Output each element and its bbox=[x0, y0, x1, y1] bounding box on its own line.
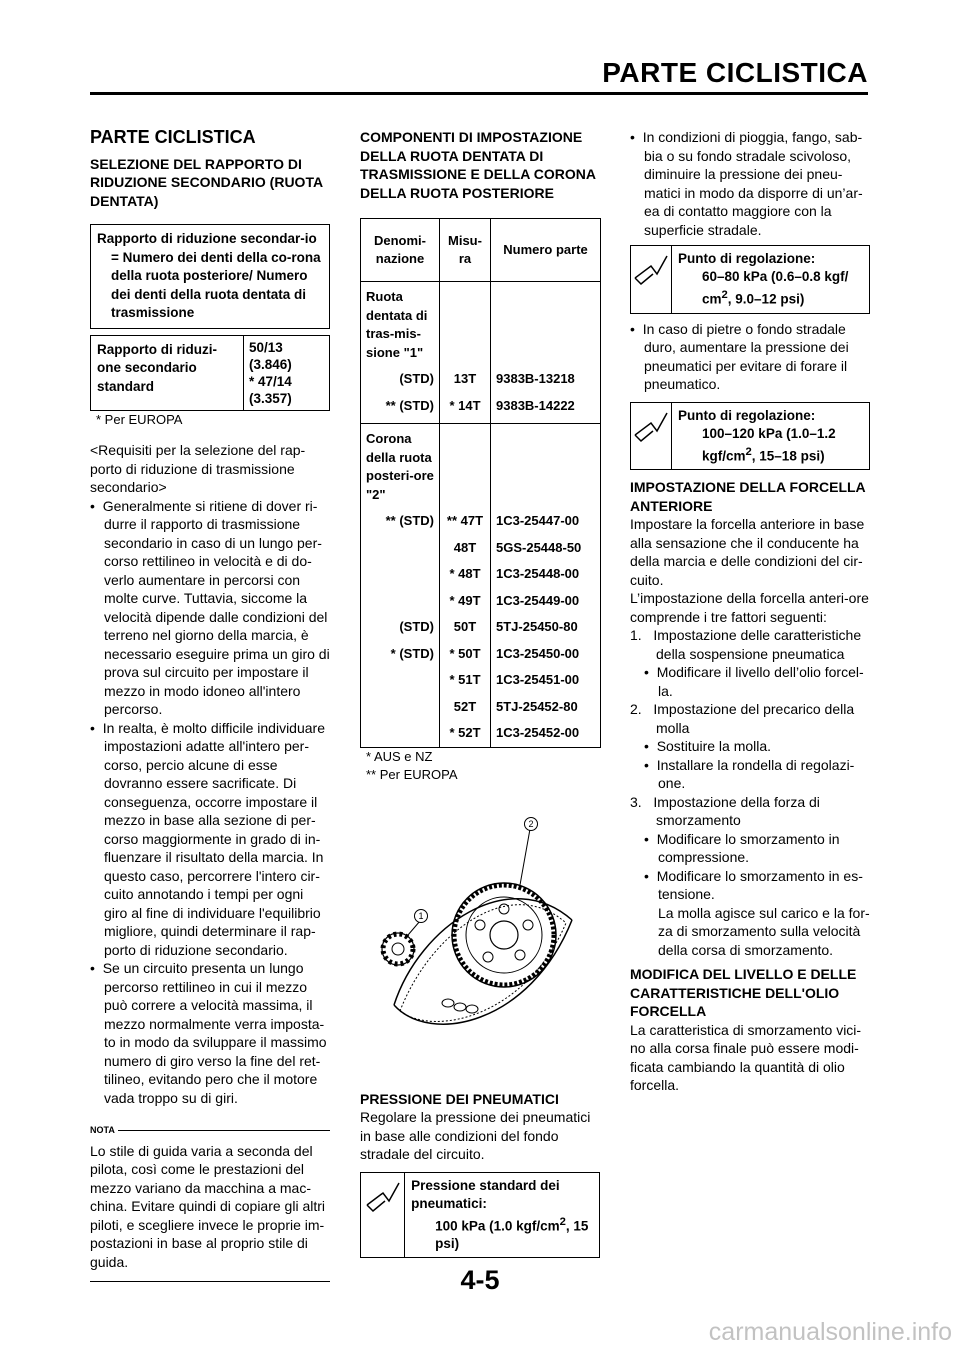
table-row: * 51T 1C3-25451-00 bbox=[361, 667, 601, 694]
adjustment-spec-box-wet bbox=[630, 245, 870, 314]
tire-pressure-spec: Pressione standard dei pneumatici: 100 kPa (1.0 kgf/$cm^2$, 15 psi) bbox=[411, 1177, 589, 1251]
list-item: • Se un circuito presenta un lungo percorso rettilineo in cui il mezzo può correre a velocità massima, il mezzo normalmente verra imposta-to in modo da sviluppare il massimo numero di giro verso la fine del ret-tilineo, evitando pero che il motore vada troppo su di giri. bbox=[90, 960, 327, 1106]
table-header: Misu-ra bbox=[440, 219, 491, 282]
tire-pressure-spec-box bbox=[360, 1172, 600, 1259]
sprocket-chain-drawing bbox=[360, 785, 600, 1090]
adjustment-spec-box-hard bbox=[630, 402, 870, 471]
bullet-icon: • bbox=[644, 664, 649, 680]
numbered-item: 2. Impostazione del precarico della molla bbox=[630, 701, 855, 736]
standard-ratio-box bbox=[90, 335, 330, 411]
section-title: PARTE CICLISTICA bbox=[90, 127, 256, 147]
numbered-item: 1. Impostazione delle caratteristiche della sospensione pneumatica bbox=[630, 627, 862, 662]
bullet-icon: • bbox=[630, 129, 635, 145]
page-number: 4-5 bbox=[460, 1265, 500, 1295]
standard-ratio-label: Rapporto di riduzi-one secondario standard bbox=[91, 336, 244, 410]
table-note: * AUS e NZ bbox=[366, 748, 433, 764]
sub-list-item: • Installare la rondella di regolazi-one. bbox=[644, 756, 855, 791]
fork-paragraph: L’impostazione della forcella anteri-ore comprende i tre fattori seguenti: bbox=[630, 590, 869, 625]
sub-list-item: • Modificare lo smorzamento in es-tensione. bbox=[644, 867, 863, 902]
numbered-item: 3. Impostazione della forza di smorzamento bbox=[630, 793, 820, 828]
bullet-icon: • bbox=[90, 497, 95, 514]
subhead-tire-pressure: PRESSIONE DEI PNEUMATICI bbox=[360, 1090, 559, 1107]
table-notes bbox=[360, 748, 600, 785]
bullet-icon: • bbox=[644, 830, 649, 847]
footnote: * Per EUROPA bbox=[96, 411, 183, 427]
list-item: • In caso di pietre o fondo stradale duro, aumentare la pressione dei pneumatici per evitare di forare il pneumatico. bbox=[630, 320, 849, 392]
list-item: • In condizioni di pioggia, fango, sab-bia o su fondo stradale scivoloso, diminuire la pressione dei pneu-matici in modo da disporre di un’ar-ea di contatto maggiore con la superficie stradale. bbox=[630, 129, 863, 238]
table-row: * 49T 1C3-25449-00 bbox=[361, 588, 601, 615]
subhead-reduction-ratio: SELEZIONE DEL RAPPORTO DI RIDUZIONE SECONDARIO (RUOTA DENTATA) bbox=[90, 155, 323, 209]
table-row: (STD) 13T 9383B-13218 bbox=[361, 366, 601, 393]
wrench-icon bbox=[631, 246, 672, 313]
list-item: • Generalmente si ritiene di dover ri-durre il rapporto di trasmissione secondario in caso di un lungo per-corso rettilineo in velocità e di do-verlo aumentare in percorsi con molte curve. Tuttavia, siccome la velocità dipende dalle condizioni del terreno nel giorno della marcia, è necessario eseguire prima un giro di prova sul circuito per impostare il mezzo in modo idoneo all'intero percorso. bbox=[90, 497, 330, 717]
header-rule bbox=[90, 92, 868, 95]
standard-ratio-value: * 47/14 bbox=[249, 373, 292, 389]
table-row: * 48T 1C3-25448-00 bbox=[361, 561, 601, 588]
requirements-heading: <Requisiti per la selezione del rap-porto di riduzione di trasmissione secondario> bbox=[90, 442, 306, 495]
adjustment-spec-wet: Punto di regolazione: 60–80 kPa (0.6–0.8 kgf/ $cm^2$, 9.0–12 psi) bbox=[678, 251, 849, 307]
sub-list-item: • Modificare il livello dell’olio forcel-la. bbox=[644, 664, 864, 699]
note-label: NOTA bbox=[90, 1121, 330, 1140]
table-row: (STD) 50T 5TJ-25450-80 bbox=[361, 614, 601, 641]
table-header: Numero parte bbox=[491, 219, 601, 282]
fork-oil-text: La caratteristica di smorzamento vici-no alla corsa finale può essere modi-ficata cambiando la quantità di olio forcella. bbox=[630, 1021, 862, 1093]
sprocket-chain-illustration bbox=[360, 785, 600, 1090]
table-row: * (STD) * 50T 1C3-25450-00 bbox=[361, 641, 601, 668]
tire-pressure-text: Regolare la pressione dei pneumatici in base alle condizioni del fondo stradale del circuito. bbox=[360, 1109, 591, 1162]
list-item: • In realta, è molto difficile individuare impostazioni adatte all'intero per-corso, percio alcune di esse dovranno essere sacrificate. Di conseguenza, occorre impostare il mezzo in base alla sezione di per-corso maggiormente in grado di in-fluenzare il risultato della marcia. In questo caso, percorrere l'intero cir-cuito annotando i tempi per ogni giro al fine di individuare l'equilibrio migliore, quindi determinare il rap-porto di riduzione secondario. bbox=[90, 719, 325, 958]
subhead-fork-oil: MODIFICA DEL LIVELLO E DELLE CARATTERISTICHE DELL'OLIO FORCELLA bbox=[630, 966, 857, 1019]
standard-ratio-value: (3.846) bbox=[249, 356, 292, 372]
column-right bbox=[630, 128, 870, 1095]
table-row: 52T 5TJ-25452-80 bbox=[361, 694, 601, 721]
wrench-icon bbox=[631, 403, 672, 470]
wrench-icon bbox=[361, 1173, 405, 1258]
bullet-icon: • bbox=[644, 867, 649, 884]
callout-2: 2 bbox=[524, 817, 538, 831]
bullet-icon: • bbox=[644, 756, 649, 773]
formula-text: Rapporto di riduzione secondar-io = Numero dei denti della co-rona della ruota posteriore/ Numero dei denti della ruota dentata di trasmissione bbox=[97, 231, 321, 320]
subhead-sprocket-components: COMPONENTI DI IMPOSTAZIONE DELLA RUOTA DENTATA DI TRASMISSIONE E DELLA CORONA DELLA RUOTA POSTERIORE bbox=[360, 129, 596, 201]
group-name-rear-sprocket: Corona della ruota posteri-ore "2" bbox=[361, 424, 440, 509]
front-sprocket-icon bbox=[382, 933, 414, 965]
formula-box bbox=[90, 224, 330, 329]
table-row: * 52T 1C3-25452-00 bbox=[361, 720, 601, 747]
fork-paragraph: Impostare la forcella anteriore in base alla sensazione che il conducente ha della marcia e delle condizioni del cir-cuito. bbox=[630, 516, 865, 588]
watermark: carmanualsonline.info bbox=[708, 1318, 952, 1346]
bullet-icon: • bbox=[644, 738, 649, 754]
bullet-icon: • bbox=[630, 320, 635, 337]
standard-ratio-value: 50/13 bbox=[249, 339, 283, 355]
sub-list-item: • Modificare lo smorzamento in compressione. bbox=[644, 830, 840, 865]
note-text: Lo stile di guida varia a seconda del pilota, così come le prestazioni del mezzo variano da macchina a mac-china. Evitare quindi di copiare gli altri piloti, e scegliere invece le proprie im-postazioni in base al proprio stile di guida. bbox=[90, 1142, 326, 1270]
page-header-title: PARTE CICLISTICA bbox=[602, 57, 868, 88]
sprocket-parts-table bbox=[360, 218, 601, 748]
standard-ratio-value: (3.357) bbox=[249, 390, 292, 406]
rear-sprocket-icon bbox=[452, 883, 556, 987]
list-tail-text: La molla agisce sul carico e la for-za di smorzamento sulla velocità della corsa di smorzamento. bbox=[658, 904, 870, 958]
table-header: Denomi-nazione bbox=[361, 219, 440, 282]
sub-list-item: • Sostituire la molla. bbox=[644, 738, 772, 754]
subhead-front-fork: IMPOSTAZIONE DELLA FORCELLA ANTERIORE bbox=[630, 479, 866, 514]
bullet-icon: • bbox=[90, 960, 95, 976]
column-left bbox=[90, 128, 330, 1282]
callout-1: 1 bbox=[414, 909, 428, 923]
table-row: 48T 5GS-25448-50 bbox=[361, 535, 601, 562]
group-name-drive-sprocket: Ruota dentata di tras-mis-sione "1" bbox=[361, 282, 440, 367]
bullet-icon: • bbox=[90, 719, 95, 736]
column-middle bbox=[360, 128, 600, 1258]
adjustment-spec-hard: Punto di regolazione: 100–120 kPa (1.0–1.2 kgf/$cm^2$, 15–18 psi) bbox=[678, 407, 836, 463]
table-row: ** (STD) * 14T 9383B-14222 bbox=[361, 393, 601, 424]
table-note: ** Per EUROPA bbox=[366, 767, 458, 782]
table-row: ** (STD) ** 47T 1C3-25447-00 bbox=[361, 508, 601, 535]
